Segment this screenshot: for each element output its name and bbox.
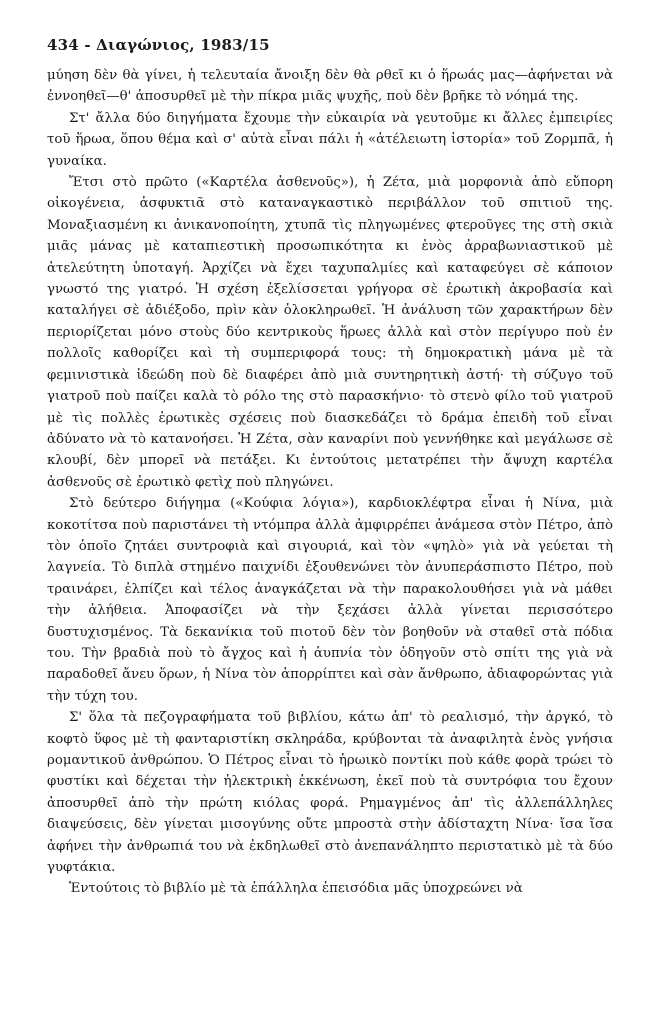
paragraph-continuation: μύηση δὲν θὰ γίνει, ἡ τελευταία ἄνοιξη δὲν θὰ ρθεῖ κι ὁ ἥρωάς μας—ἀφήνεται νὰ ἐννοηθεῖ—θ' ἀποσυρθεῖ μὲ τὴν πίκρα μιᾶς ψυχῆς, ποὺ δὲν βρῆκε τὸ νόημά της. xyxy=(47,68,613,105)
paragraph-other-stories: Στ' ἄλλα δύο διηγήματα ἔχουμε τὴν εὐκαιρία νὰ γευτοῦμε κι ἄλλες ἐμπειρίες τοῦ ἥρωα, ὅπου θέμα καὶ σ' αὐτὰ εἶναι πάλι ἡ «ἀτέλειωτη ἱστορία» τοῦ Ζορμπᾶ, ἡ γυναίκα. xyxy=(47,110,613,169)
document-page xyxy=(47,36,613,900)
paragraph-kartela-asthenous: Ἔτσι στὸ πρῶτο («Καρτέλα ἀσθενοῦς»), ἡ Ζέτα, μιὰ μορφονιὰ ἀπὸ εὔπορη οἰκογένεια, ἀσφυκτιᾶ στὸ καταναγκαστικὸ περιβάλλον τοῦ σπιτιοῦ της. Μοναξιασμένη κι ἀνικανοποίητη, χτυπᾶ τὶς πληγωμένες φτεροῦγες της στὴ σκιὰ μιᾶς μάνας μὲ καταπιεστικὴ προσωπικότητα κι ἑνὸς ἀρραβωνιαστικοῦ μὲ ἀτελεύτητη ὑποταγή. Ἀρχίζει νὰ ἔχει ταχυπαλμίες καὶ καταφεύγει σὲ κάποιον γνωστό της γιατρό. Ἡ σχέση ἐξελίσσεται γρήγορα σὲ ἐρωτικὴ ἀκροβασία καὶ καταλήγει σὲ ἀδιέξοδο, πρὶν κὰν ὁλοκληρωθεῖ. Ἡ ἀνάλυση τῶν χαρακτήρων δὲν περιορίζεται μόνο στοὺς δύο κεντρικοὺς ἥρωες ἀλλὰ καὶ στὸν περίγυρο ποὺ ἐν πολλοῖς καθορίζει καὶ τὴ συμπεριφορά τους: τὴ δημοκρατικὴ μάνα μὲ τὰ φεμινιστικὰ ἰδεώδη ποὺ δὲ διαφέρει ἀπὸ μιὰ συντηρητικὴ ἀστή· τὴ σύζυγο τοῦ γιατροῦ ποὺ παίζει καλὰ τὸ ρόλο της στὸ παρασκήνιο· τὸ στενὸ φίλο τοῦ γιατροῦ μὲ τὶς πολλὲς ἐρωτικὲς σχέσεις ποὺ διασκεδάζει τὸ δράμα ἐπειδὴ τοῦ εἶναι ἀδύνατο νὰ τὸ κατανοήσει. Ἡ Ζέτα, σὰν καναρίνι ποὺ γεννήθηκε καὶ μεγάλωσε σὲ κλουβί, δὲν μπορεῖ νὰ πετάξει. Κι ἐντούτοις μετατρέπει τὴν ἄψυχη καρτέλα ἀσθενοῦς σὲ ἐρωτικὸ φετὶχ ποὺ πληγώνει. xyxy=(47,175,613,490)
running-header: 434 - Διαγώνιος, 1983/15 xyxy=(47,36,270,54)
paragraph-final: Ἐντούτοις τὸ βιβλίο μὲ τὰ ἐπάλληλα ἐπεισόδια μᾶς ὑποχρεώνει νὰ xyxy=(69,881,523,897)
paragraph-all-prose: Σ' ὅλα τὰ πεζογραφήματα τοῦ βιβλίου, κάτω ἀπ' τὸ ρεαλισμό, τὴν ἀργκό, τὸ κοφτὸ ὕφος μὲ τὴ φανταριστίκη σκληράδα, κρύβονται τὰ ἀναφιλητὰ ἑνὸς γνήσια ρομαντικοῦ ἀνθρώπου. Ὁ Πέτρος εἶναι τὸ ἡρωικὸ ποντίκι ποὺ κάθε φορὰ τρώει τὸ φυστίκι καὶ δέχεται τὴν ἠλεκτρικὴ ἐκκένωση, ἐκεῖ ποὺ τὰ συντρόφια του ἔχουν ἀποσυρθεῖ ἀπὸ τὴν πρώτη κιόλας φορά. Ρημαγμένος ἀπ' τὶς ἀλλεπάλληλες διαψεύσεις, δὲν γίνεται μισογύνης οὔτε μπροστὰ στὴν ἀδίσταχτη Νίνα· ἴσα ἴσα ἀφήνει τὴν ἀνθρωπιά του νὰ ἐκδηλωθεῖ στὸ ἀνεπανάληπτο περιστατικὸ μὲ τὰ δύο γυφτάκια. xyxy=(47,710,613,876)
paragraph-koufia-logia: Στὸ δεύτερο διήγημα («Κούφια λόγια»), καρδιοκλέφτρα εἶναι ἡ Νίνα, μιὰ κοκοτίτσα ποὺ παριστάνει τὴ ντόμπρα ἀλλὰ ἀμφιρρέπει ἀνάμεσα στὸν Πέτρο, ἀπὸ τὸν ὁποῖο ζητάει συντροφιὰ καὶ σιγουριά, καὶ τὸν «ψηλὸ» γιὰ νὰ γεύεται τὴ λαγνεία. Τὸ διπλὰ στημένο παιχνίδι ἐξουθενώνει τὸν ἀνυπεράσπιστο Πέτρο, ποὺ τραινάρει, ἐλπίζει καὶ τέλος ἀναγκάζεται νὰ τὴν παρακολουθήσει γιὰ νὰ μάθει τὴν ἀλήθεια. Ἀποφασίζει νὰ τὴν ξεχάσει ἀλλὰ γίνεται περισσότερο δυστυχισμένος. Τὰ δεκανίκια τοῦ πιοτοῦ δὲν τὸν βοηθοῦν νὰ σταθεῖ στὰ πόδια του. Τὴν βραδιὰ ποὺ τὸ ἄγχος καὶ ἡ ἀυπνία τὸν ὁδηγοῦν στὸ σπίτι της γιὰ νὰ παραδοθεῖ ἄνευ ὅρων, ἡ Νίνα τὸν ἀπορρίπτει καὶ σὰν ἄνθρωπο, ἀδιαφορώντας γιὰ τὴν τύχη του. xyxy=(47,496,613,704)
